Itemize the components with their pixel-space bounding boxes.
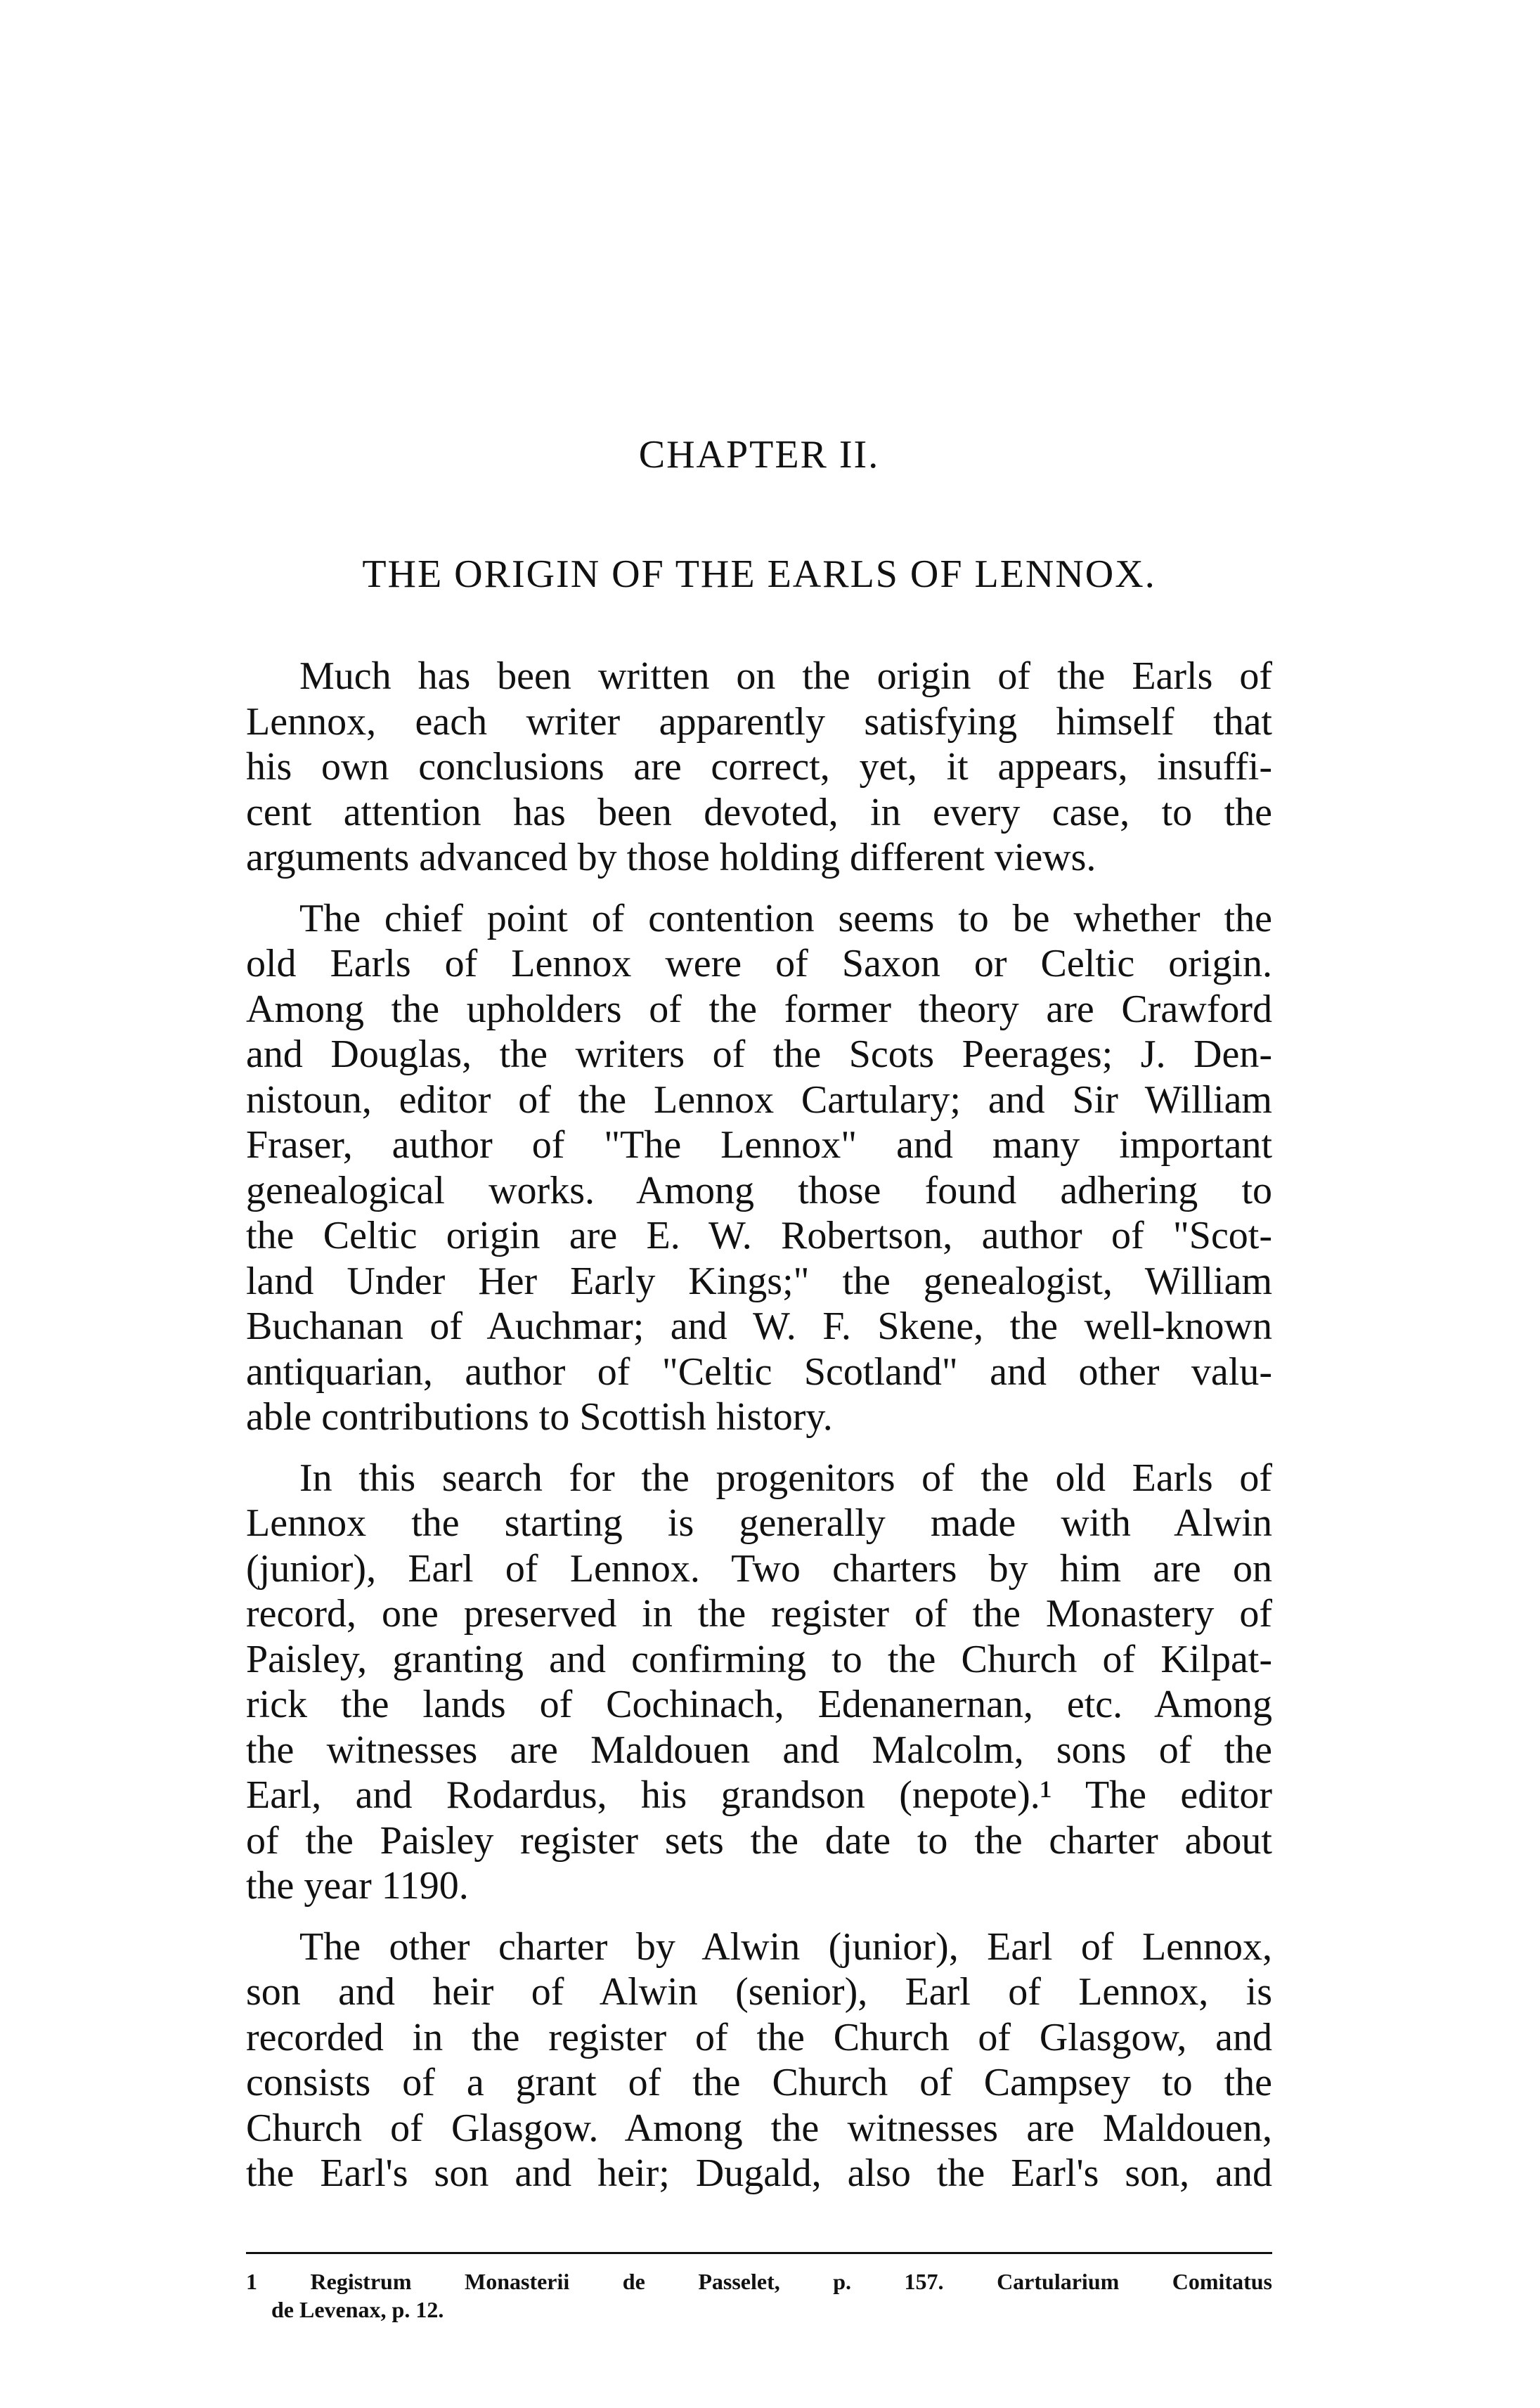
text-line: the witnesses are Maldouen and Malcolm, sons of the — [246, 1728, 1272, 1772]
footnote-line: de Levenax, p. 12. — [271, 2297, 444, 2322]
book-page — [246, 0, 1272, 2408]
text-line: land Under Her Early Kings;" the genealogist, William — [246, 1259, 1272, 1303]
footnote — [246, 2267, 1272, 2324]
text-line: arguments advanced by those holding different views. — [246, 836, 1096, 879]
text-line: (junior), Earl of Lennox. Two charters by him are on — [246, 1546, 1272, 1591]
paragraph — [246, 1924, 1272, 2196]
paragraph — [246, 896, 1272, 1440]
text-line: genealogical works. Among those found adhering to — [246, 1168, 1272, 1212]
text-line: Buchanan of Auchmar; and W. F. Skene, the well-known — [246, 1305, 1272, 1348]
text-line: record, one preserved in the register of the Monastery of — [246, 1592, 1272, 1636]
footnote-line: 1 Registrum Monasterii de Passelet, p. 157. Cartularium Comitatus — [246, 2269, 1272, 2294]
chapter-title: THE ORIGIN OF THE EARLS OF LENNOX. — [362, 552, 1156, 596]
text-line: Lennox the starting is generally made with Alwin — [246, 1501, 1272, 1545]
text-line: Paisley, granting and confirming to the Church of Kilpat- — [246, 1637, 1272, 1681]
text-line: his own conclusions are correct, yet, it appears, insuffi- — [246, 745, 1272, 789]
text-line: son and heir of Alwin (senior), Earl of Lennox, is — [246, 1970, 1272, 2014]
text-line: The chief point of contention seems to be whether the — [299, 896, 1272, 940]
text-line: the year 1190. — [246, 1864, 469, 1908]
paragraph — [246, 654, 1272, 881]
chapter-heading: CHAPTER II. — [638, 433, 880, 477]
text-line: The other charter by Alwin (junior), Earl of Lennox, — [299, 1924, 1272, 1969]
body-text — [246, 654, 1272, 2212]
text-line: and Douglas, the writers of the Scots Peerages; J. Den- — [246, 1033, 1272, 1076]
text-line: nistoun, editor of the Lennox Cartulary; and Sir William — [246, 1077, 1272, 1122]
text-line: Lennox, each writer apparently satisfying himself that — [246, 699, 1272, 744]
text-line: able contributions to Scottish history. — [246, 1395, 833, 1439]
text-line: Church of Glasgow. Among the witnesses are Maldouen, — [246, 2106, 1272, 2150]
paragraph — [246, 1456, 1272, 1909]
text-line: In this search for the progenitors of the old Earls of — [299, 1456, 1272, 1500]
footnote-divider — [246, 2252, 1272, 2254]
text-line: consists of a grant of the Church of Campsey to the — [246, 2061, 1272, 2104]
text-line: cent attention has been devoted, in every case, to the — [246, 790, 1272, 834]
text-line: the Earl's son and heir; Dugald, also the Earl's son, and — [246, 2151, 1272, 2195]
text-line: Among the upholders of the former theory are Crawford — [246, 987, 1272, 1031]
text-line: recorded in the register of the Church of Glasgow, and — [246, 2015, 1272, 2059]
text-line: old Earls of Lennox were of Saxon or Celtic origin. — [246, 942, 1272, 985]
text-line: Earl, and Rodardus, his grandson (nepote).¹ The editor — [246, 1773, 1272, 1817]
text-line: the Celtic origin are E. W. Robertson, author of "Scot- — [246, 1214, 1272, 1257]
text-line: of the Paisley register sets the date to the charter about — [246, 1818, 1272, 1863]
text-line: Much has been written on the origin of the Earls of — [299, 654, 1272, 698]
text-line: Fraser, author of "The Lennox" and many important — [246, 1123, 1272, 1167]
text-line: rick the lands of Cochinach, Edenanernan, etc. Among — [246, 1683, 1272, 1726]
text-line: antiquarian, author of "Celtic Scotland" and other valu- — [246, 1349, 1272, 1394]
